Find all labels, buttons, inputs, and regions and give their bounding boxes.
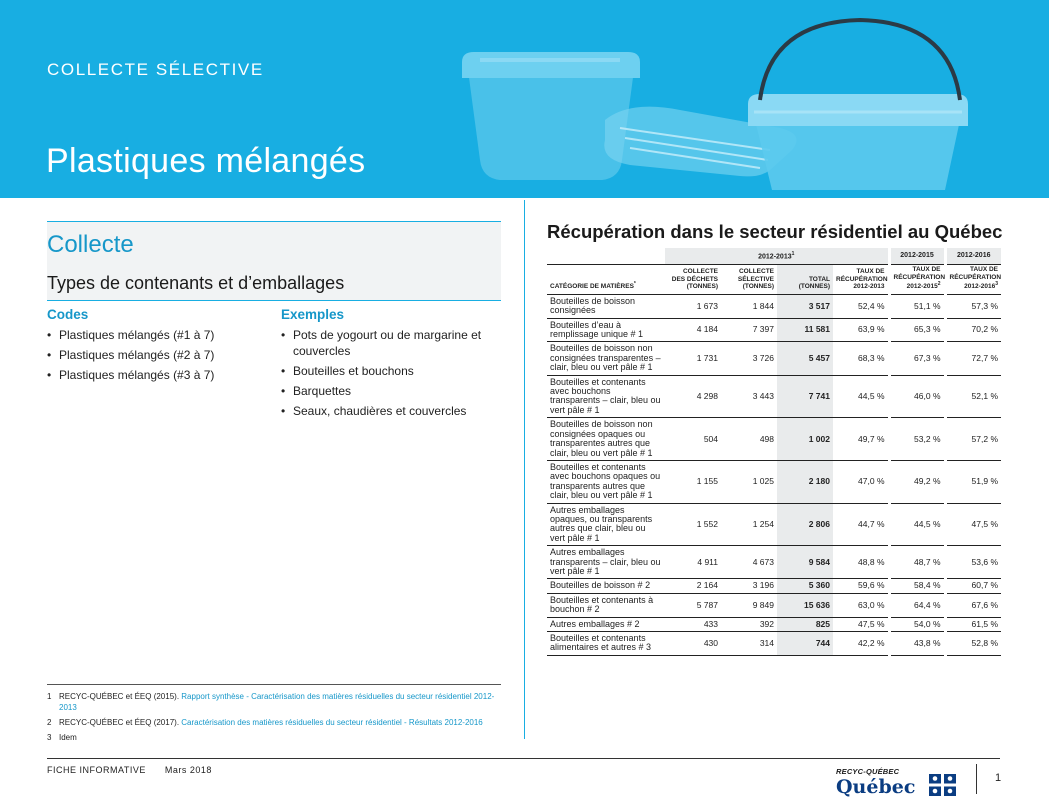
cell-total: 11 581 [777, 318, 833, 342]
fleur-de-lis-flag-icon [929, 774, 956, 796]
cell-dechets: 4 298 [665, 375, 721, 418]
footnote-number: 3 [47, 733, 52, 742]
cell-taux-2015: 53,2 % [889, 418, 945, 461]
cell-selective: 314 [721, 632, 777, 656]
cell-selective: 9 849 [721, 593, 777, 617]
cell-taux-2015: 44,5 % [889, 503, 945, 546]
footnote-number: 2 [47, 718, 52, 727]
footer-date: Mars 2018 [164, 765, 212, 775]
cell-taux-2016: 60,7 % [945, 579, 1001, 593]
cell-category: Bouteilles et contenants à bouchon # 2 [547, 593, 665, 617]
cell-taux-2013: 63,9 % [833, 318, 889, 342]
logo-gov: Québec [836, 776, 916, 798]
cell-selective: 3 726 [721, 342, 777, 375]
footnote [47, 732, 501, 743]
page-number: 1 [995, 772, 1002, 784]
table-row [547, 375, 1001, 418]
cell-dechets: 4 911 [665, 546, 721, 579]
cell-taux-2016: 61,5 % [945, 617, 1001, 631]
cell-taux-2013: 52,4 % [833, 294, 889, 318]
cell-category: Bouteilles de boisson non consignées transparentes – clair, bleu ou vert pâle # 1 [547, 342, 665, 375]
table-row [547, 617, 1001, 631]
cell-total: 825 [777, 617, 833, 631]
cell-taux-2015: 48,7 % [889, 546, 945, 579]
table-header-row [547, 264, 1001, 294]
cell-taux-2013: 44,5 % [833, 375, 889, 418]
cell-taux-2016: 47,5 % [945, 503, 1001, 546]
cell-selective: 498 [721, 418, 777, 461]
cell-dechets: 1 552 [665, 503, 721, 546]
cell-dechets: 1 155 [665, 460, 721, 503]
period-2012-2015: 2012-2015 [889, 248, 945, 264]
list-item: • Seaux, chaudières et couvercles [281, 403, 501, 419]
cell-total: 9 584 [777, 546, 833, 579]
quebec-logo [836, 767, 966, 799]
period-2012-2013: 2012-2013$^1$ [665, 248, 889, 264]
period-blank [547, 248, 665, 264]
header-taux-2016: TAUX DE RÉCUPÉRATION 2012-2016$^3$ [945, 264, 1001, 294]
cell-category: Bouteilles d’eau à remplissage unique # 1 [547, 318, 665, 342]
cell-dechets: 1 673 [665, 294, 721, 318]
list-item: • Plastiques mélangés (#2 à 7) [47, 347, 267, 363]
footer-info [47, 765, 212, 775]
header-total: TOTAL (TONNES) [777, 264, 833, 294]
footnote-number: 1 [47, 692, 52, 701]
footnote-text: RECYC-QUÉBEC et ÉEQ (2015). [59, 692, 182, 701]
cell-selective: 392 [721, 617, 777, 631]
cell-taux-2013: 63,0 % [833, 593, 889, 617]
header-category: CATÉGORIE DE MATIÈRES* [547, 264, 665, 294]
cell-dechets: 1 731 [665, 342, 721, 375]
cell-dechets: 4 184 [665, 318, 721, 342]
list-item: • Bouteilles et bouchons [281, 363, 501, 379]
cell-taux-2013: 68,3 % [833, 342, 889, 375]
cell-taux-2013: 49,7 % [833, 418, 889, 461]
list-item: • Plastiques mélangés (#1 à 7) [47, 327, 267, 343]
table-row [547, 593, 1001, 617]
footnote [47, 691, 501, 713]
logo-org: RECYC-QUÉBEC [836, 767, 900, 776]
cell-taux-2015: 54,0 % [889, 617, 945, 631]
cell-taux-2015: 64,4 % [889, 593, 945, 617]
cell-category: Autres emballages # 2 [547, 617, 665, 631]
cell-taux-2015: 51,1 % [889, 294, 945, 318]
footer-label: FICHE INFORMATIVE [47, 765, 146, 775]
cell-taux-2016: 57,3 % [945, 294, 1001, 318]
header-selective: COLLECTE SÉLECTIVE (TONNES) [721, 264, 777, 294]
table-row [547, 318, 1001, 342]
cell-taux-2013: 42,2 % [833, 632, 889, 656]
cell-total: 3 517 [777, 294, 833, 318]
cell-taux-2013: 59,6 % [833, 579, 889, 593]
period-2012-2016: 2012-2016 [945, 248, 1001, 264]
table-row [547, 503, 1001, 546]
cell-total: 15 636 [777, 593, 833, 617]
cell-total: 2 806 [777, 503, 833, 546]
codes-list [47, 327, 267, 383]
cell-category: Autres emballages transparents – clair, bleu ou vert pâle # 1 [547, 546, 665, 579]
cell-category: Bouteilles et contenants avec bouchons transparents – clair, bleu ou vert pâle # 1 [547, 375, 665, 418]
cell-selective: 3 443 [721, 375, 777, 418]
exemples-title: Exemples [281, 307, 345, 322]
table-period-row [547, 248, 1001, 264]
cell-taux-2016: 67,6 % [945, 593, 1001, 617]
table-row [547, 579, 1001, 593]
footnote-link[interactable]: Caractérisation des matières résiduelles du secteur résidentiel - Résultats 2012-2016 [181, 718, 483, 727]
column-divider [524, 200, 525, 739]
cell-taux-2016: 52,8 % [945, 632, 1001, 656]
cell-category: Bouteilles de boisson consignées [547, 294, 665, 318]
footnote-text: RECYC-QUÉBEC et ÉEQ (2017). [59, 718, 182, 727]
table-row [547, 294, 1001, 318]
cell-selective: 7 397 [721, 318, 777, 342]
collecte-header-box [47, 221, 501, 301]
cell-category: Bouteilles et contenants avec bouchons opaques ou transparents autres que clair, bleu ou vert pâle # 1 [547, 460, 665, 503]
table-title: Récupération dans le secteur résidentiel au Québec [547, 221, 1003, 242]
cell-taux-2016: 51,9 % [945, 460, 1001, 503]
cell-taux-2016: 70,2 % [945, 318, 1001, 342]
plastic-containers-photo [440, 0, 1049, 198]
cell-taux-2013: 44,7 % [833, 503, 889, 546]
cell-taux-2013: 48,8 % [833, 546, 889, 579]
collecte-heading: Collecte [47, 231, 134, 258]
table-row [547, 546, 1001, 579]
exemples-column [281, 307, 501, 423]
section-kicker: COLLECTE SÉLECTIVE [47, 60, 264, 79]
cell-total: 1 002 [777, 418, 833, 461]
footnote-text: Idem [59, 733, 77, 742]
cell-taux-2015: 43,8 % [889, 632, 945, 656]
table-row [547, 342, 1001, 375]
cell-selective: 4 673 [721, 546, 777, 579]
codes-column [47, 307, 267, 387]
cell-taux-2016: 72,7 % [945, 342, 1001, 375]
cell-category: Bouteilles et contenants alimentaires et autres # 3 [547, 632, 665, 656]
header-taux-2013: TAUX DE RÉCUPÉRATION 2012-2013 [833, 264, 889, 294]
cell-selective: 3 196 [721, 579, 777, 593]
list-item: • Barquettes [281, 383, 501, 399]
collecte-subheading: Types de contenants et d’emballages [47, 273, 345, 293]
cell-taux-2015: 65,3 % [889, 318, 945, 342]
cell-selective: 1 254 [721, 503, 777, 546]
page-title: Plastiques mélangés [46, 142, 366, 180]
cell-dechets: 504 [665, 418, 721, 461]
cell-category: Bouteilles de boisson # 2 [547, 579, 665, 593]
cell-taux-2015: 46,0 % [889, 375, 945, 418]
header-banner [0, 0, 1049, 198]
cell-total: 5 457 [777, 342, 833, 375]
cell-taux-2015: 49,2 % [889, 460, 945, 503]
list-item: • Plastiques mélangés (#3 à 7) [47, 367, 267, 383]
codes-title: Codes [47, 307, 89, 322]
cell-dechets: 5 787 [665, 593, 721, 617]
table-row [547, 460, 1001, 503]
table-row [547, 418, 1001, 461]
footnote-link[interactable]: Rapport synthèse - Caractérisation des matières résiduelles du secteur résidentiel 2012-2013 [59, 692, 495, 712]
recovery-table [547, 248, 1001, 656]
cell-dechets: 433 [665, 617, 721, 631]
cell-total: 7 741 [777, 375, 833, 418]
cell-taux-2016: 57,2 % [945, 418, 1001, 461]
cell-selective: 1 025 [721, 460, 777, 503]
cell-total: 2 180 [777, 460, 833, 503]
footnote [47, 717, 501, 728]
footer-divider [976, 764, 977, 794]
collecte-section [47, 221, 501, 481]
cell-taux-2016: 53,6 % [945, 546, 1001, 579]
cell-dechets: 2 164 [665, 579, 721, 593]
cell-taux-2015: 58,4 % [889, 579, 945, 593]
cell-taux-2015: 67,3 % [889, 342, 945, 375]
exemples-list [281, 327, 501, 419]
cell-taux-2013: 47,5 % [833, 617, 889, 631]
cell-selective: 1 844 [721, 294, 777, 318]
footer-rule [47, 758, 1000, 759]
cell-taux-2016: 52,1 % [945, 375, 1001, 418]
cell-category: Bouteilles de boisson non consignées opaques ou transparentes autres que clair, bleu ou vert pâle # 1 [547, 418, 665, 461]
footnotes [47, 684, 501, 747]
cell-taux-2013: 47,0 % [833, 460, 889, 503]
cell-category: Autres emballages opaques, ou transparents autres que clair, bleu ou vert pâle # 1 [547, 503, 665, 546]
table-body [547, 294, 1001, 655]
cell-total: 5 360 [777, 579, 833, 593]
cell-total: 744 [777, 632, 833, 656]
list-item: • Pots de yogourt ou de margarine et couvercles [281, 327, 501, 359]
header-taux-2015: TAUX DE RÉCUPÉRATION 2012-2015$^2$ [889, 264, 945, 294]
header-dechets: COLLECTE DES DÉCHETS (TONNES) [665, 264, 721, 294]
table-row [547, 632, 1001, 656]
cell-dechets: 430 [665, 632, 721, 656]
collecte-columns [47, 301, 501, 481]
